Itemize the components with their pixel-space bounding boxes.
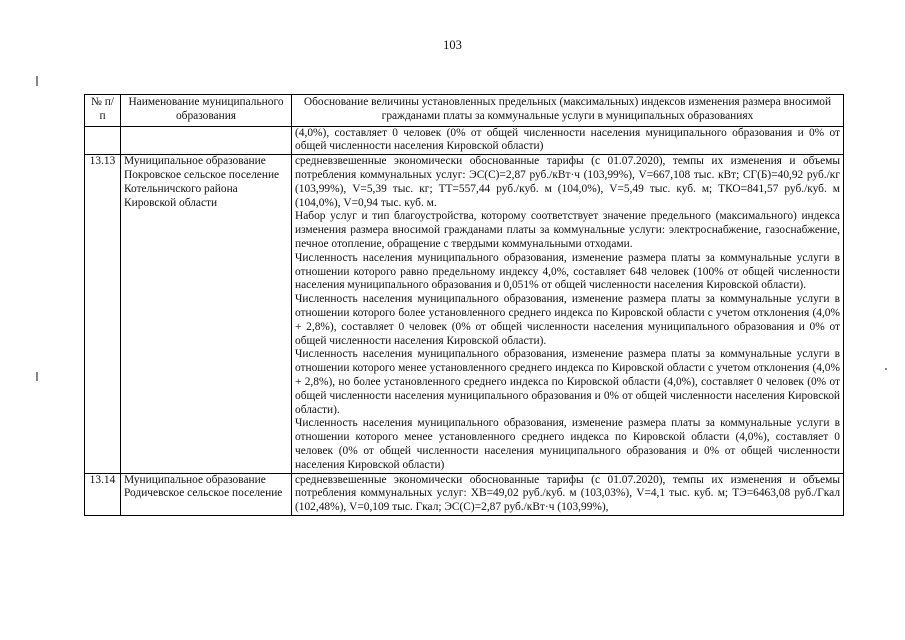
cell-name-empty: [121, 126, 292, 155]
margin-mark: [885, 368, 887, 370]
continuation-paragraph: (4,0%), составляет 0 человек (0% от общей численности населения муниципального образования и 0% от общей численности населения Кировской области): [295, 126, 840, 153]
row-number: 13.14: [85, 473, 121, 515]
header-number: № п/п: [85, 95, 121, 127]
tariff-table: [84, 94, 844, 516]
header-justification: Обоснование величины установленных предельных (максимальных) индексов изменения размера вносимой гражданами платы за коммунальные услуги в муниципальных образованиях: [292, 95, 844, 127]
table-row: [85, 473, 844, 515]
justification-cell: [292, 155, 844, 473]
municipality-name: Муниципальное образование Покровское сельское поселение Котельничского района Кировской области: [121, 155, 292, 473]
header-municipality: Наименование муниципального образования: [121, 95, 292, 127]
services-paragraph: Набор услуг и тип благоустройства, которому соответствует значение предельного (максимального) индекса изменения размера вносимой гражданами платы за коммунальные услуги: электроснабжение, газоснабжение, печное отопление, обращение с твердыми коммунальными отходами.: [295, 210, 840, 250]
tariffs-paragraph: средневзвешенные экономически обоснованные тарифы (с 01.07.2020), темпы их изменения и объемы потребления коммунальных услуг: ХВ=49,02 руб./куб. м (103,03%), V=4,1 тыс. куб. м; ТЭ=6463,08 руб./Гкал (102,48%), V=0,109 тыс. Гкал; ЭС(С)=2,87 руб./кВт·ч (103,99%),: [295, 473, 840, 514]
page-number: 103: [443, 38, 462, 52]
margin-mark: [36, 372, 38, 381]
population-below-paragraph: Численность населения муниципального образования, изменение размера платы за коммунальные услуги в отношении которого менее установленного среднего индекса по Кировской области (4,0%), составляет 0 человек (0% от общей численности населения муниципального образования и 0% от общей численности населения Кировской области): [295, 417, 840, 471]
table-header-row: [85, 95, 844, 127]
population-equal-paragraph: Численность населения муниципального образования, изменение размера платы за коммунальные услуги в отношении которого равно предельному индексу 4,0%, составляет 648 человек (100% от общей численности населения муниципального образования и 0,051% от общей численности населения Кировской области).: [295, 251, 840, 292]
population-above-paragraph: Численность населения муниципального образования, изменение размера платы за коммунальные услуги в отношении которого более установленного среднего индекса по Кировской области с учетом отклонения (4,0% + 2,8%), составляет 0 человек (0% от общей численности населения муниципального образования и 0% от общей численности населения Кировской области).: [295, 293, 840, 347]
cell-number-empty: [85, 126, 121, 155]
table-row: [85, 155, 844, 473]
cell-continuation-text: [292, 126, 844, 155]
tariffs-paragraph: средневзвешенные экономически обоснованные тарифы (с 01.07.2020), темпы их изменения и объемы потребления коммунальных услуг: ЭС(С)=2,87 руб./кВт·ч (103,99%), V=667,108 тыс. кВт; СГ(Б)=40,92 руб./кг (103,99%), V=5,39 тыс. кг; ТТ=557,44 руб./куб. м (104,0%), V=5,49 тыс. куб. м; ТКО=841,57 руб./куб. м (104,0%), V=0,94 тыс. куб. м.: [295, 155, 840, 209]
municipality-name: Муниципальное образование Родичевское сельское поселение: [121, 473, 292, 515]
justification-cell: [292, 473, 844, 515]
table-row-continuation: [85, 126, 844, 155]
row-number: 13.13: [85, 155, 121, 473]
margin-mark: [36, 76, 38, 86]
population-between-paragraph: Численность населения муниципального образования, изменение размера платы за коммунальные услуги в отношении которого менее установленного среднего индекса по Кировской области с учетом отклонения (4,0% + 2,8%), но более установленного среднего индекса по Кировской области (4,0%), составляет 0 человек (0% от общей численности населения муниципального образования и 0% от общей численности населения Кировской области).: [295, 348, 840, 416]
